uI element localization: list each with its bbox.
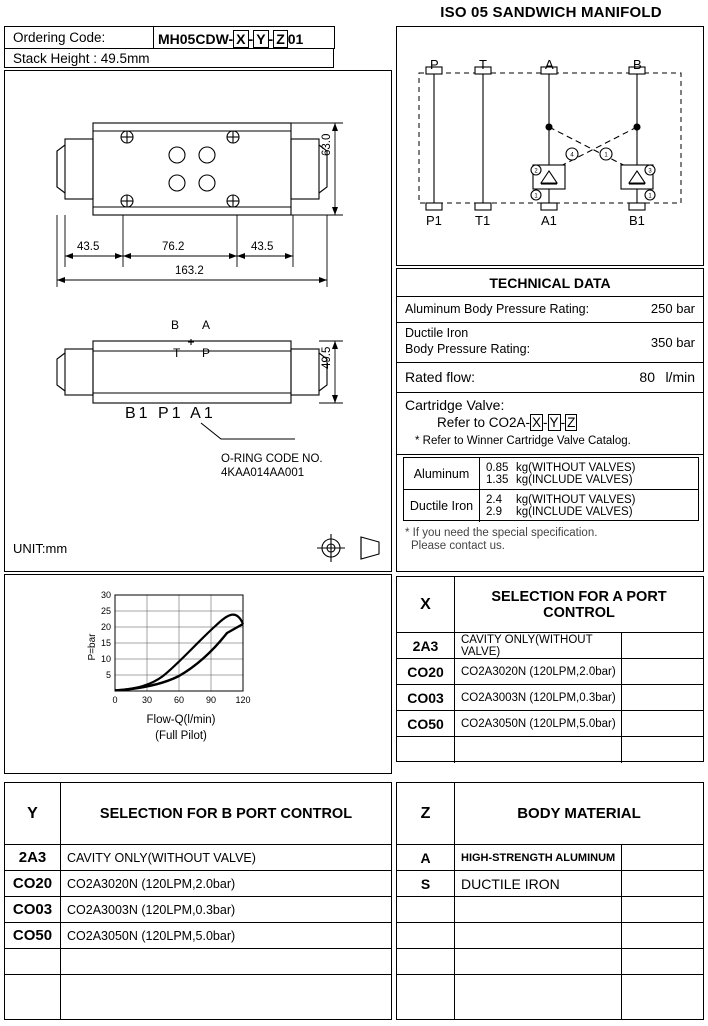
svg-text:60: 60 [173,695,185,705]
tech-value-aluminum-pressure: 250 bar [650,301,695,316]
dimension-drawing [5,71,391,571]
port-label-b: B [171,318,180,332]
svg-text:15: 15 [100,638,111,648]
table-x-row2-extra [621,685,703,710]
technical-data-title: TECHNICAL DATA [397,269,703,297]
svg-text:Flow-Q(l/min): Flow-Q(l/min) [146,714,216,726]
table-z-row2-code [397,897,455,922]
table-y-row5-code [5,975,61,1020]
ordering-code-label: Ordering Code: [13,30,106,45]
tech-row-aluminum-pressure [397,297,703,323]
table-y-row1-code: CO20 [5,871,61,896]
tech-key-rated-flow: Rated flow: [405,369,476,385]
table-z-panel [396,782,704,1020]
table-x-row0-extra [621,633,703,658]
svg-text:1: 1 [604,152,608,159]
ordering-code-row [5,27,335,49]
svg-text:30: 30 [141,695,153,705]
dim-total: 163.2 [175,265,204,277]
tech-row-ductile-pressure [397,323,703,363]
table-z-row0-extra [621,845,703,870]
table-x-row1-desc: CO2A3020N (120LPM,2.0bar) [461,665,616,678]
table-x-row3-desc: CO2A3050N (120LPM,5.0bar) [461,717,616,730]
tech-value-ductile-pressure: 350 bar [650,335,695,350]
dim-stack-height: 49.5 [321,346,333,369]
weight-table [403,457,699,521]
code-suffix: 01 [287,31,304,47]
schematic-port-b: B [633,57,642,72]
table-z-row3-code [397,923,455,948]
svg-text:120: 120 [235,695,251,705]
table-y-row2-code: CO03 [5,897,61,922]
schematic-port-t1: T1 [475,213,491,228]
table-x-row2-code: CO03 [397,685,455,710]
schematic-port-a1: A1 [541,213,557,228]
tech-cartridge-refer: Refer to CO2A- X - Y - Z [437,415,576,430]
table-x-row4-extra [621,737,703,763]
dim-middle: 76.2 [162,241,185,253]
table-row[interactable] [397,975,703,1020]
technical-footnote-line2: Please contact us. [411,540,505,552]
schematic-port-t: T [479,57,487,72]
tech-key-ductile-iron: Ductile Iron [405,326,469,340]
table-z-row1-code: S [397,871,455,896]
tech-value-rated-flow: 80 [639,369,655,385]
tech-row-cartridge-valve [397,393,703,455]
svg-text:5: 5 [105,670,111,680]
table-row[interactable] [397,659,703,685]
svg-text:(Full Pilot): (Full Pilot) [155,730,207,742]
dim-height: 63.0 [321,133,333,156]
technical-data-panel [396,268,704,572]
table-x-row4-code [397,737,455,763]
weight-aluminum-t1: kg(WITHOUT VALVES) [516,461,636,474]
table-z-row4-code [397,949,455,974]
weight-material-aluminum: Aluminum [404,458,480,489]
table-row[interactable] [5,975,391,1020]
weight-ductile-v2: 2.9 [486,506,502,518]
table-y-row2-desc: CO2A3003N (120LPM,0.3bar) [67,902,236,917]
tech-row-rated-flow [397,363,703,393]
table-x-code: X [397,577,455,632]
stack-height-row [5,49,335,69]
schematic-port-a: A [545,57,554,72]
svg-text:0: 0 [112,695,118,705]
table-z-row2-extra [621,897,703,922]
oring-code-line1: O-RING CODE NO. [221,453,323,465]
weight-ductile-v1: 2.4 [486,494,502,506]
svg-text:10: 10 [100,654,111,664]
table-y-row0-desc: CAVITY ONLY(WITHOUT VALVE) [67,850,256,865]
table-row[interactable] [397,633,703,659]
ordering-code-value-box [153,26,335,49]
table-z-row5-code [397,975,455,1020]
first-angle-projection-icon [315,531,385,565]
table-y-row3-code: CO50 [5,923,61,948]
table-z-row2-desc [455,897,621,922]
svg-text:30: 30 [100,590,111,600]
technical-footnote-line1: * If you need the special specification. [405,527,598,539]
svg-text:P=bar: P=bar [87,633,98,661]
flow-pressure-chart-panel [4,574,392,774]
table-row[interactable] [397,711,703,737]
table-y-row4-code [5,949,61,974]
table-x-row4-desc [455,737,621,763]
table-x-row1-extra [621,659,703,684]
page-title: ISO 05 SANDWICH MANIFOLD [440,4,662,21]
tech-cartridge-y: Y [549,415,559,430]
table-y-row3-desc: CO2A3050N (120LPM,5.0bar) [67,928,236,943]
dim-right: 43.5 [251,241,274,253]
code-dash-1: - [248,31,254,47]
schematic-port-p: P [430,57,439,72]
table-row[interactable] [397,871,703,897]
dimension-drawing-panel [4,70,392,572]
table-z-code: Z [397,783,455,844]
svg-text:25: 25 [100,606,111,616]
table-z-row5-desc [455,975,621,1020]
table-x-header [397,577,703,633]
svg-text:20: 20 [100,622,111,632]
svg-text:1: 1 [648,193,652,200]
weight-aluminum-t2: kg(INCLUDE VALVES) [516,473,633,486]
svg-text:4: 4 [570,152,574,159]
table-x-row1-code: CO20 [397,659,455,684]
weight-ductile-t1: kg(WITHOUT VALVES) [516,494,636,506]
schematic-port-b1: B1 [629,213,645,228]
tech-unit-rated-flow: l/min [665,369,695,385]
tech-key-aluminum-pressure: Aluminum Body Pressure Rating: [405,302,590,316]
code-x: X [233,30,248,48]
table-y-panel [4,782,392,1020]
schematic-port-p1: P1 [426,213,442,228]
table-row[interactable] [397,685,703,711]
table-z-row3-extra [621,923,703,948]
table-row[interactable] [5,845,391,871]
table-row[interactable] [397,897,703,923]
table-y-row5-desc [61,975,391,1020]
table-z-row4-desc [455,949,621,974]
table-row[interactable] [5,897,391,923]
table-z-title: BODY MATERIAL [517,805,641,822]
tech-cartridge-note: * Refer to Winner Cartridge Valve Catalog. [415,435,631,447]
code-z: Z [273,30,288,48]
code-y: Y [253,30,268,48]
weight-ductile-t2: kg(INCLUDE VALVES) [516,506,633,518]
table-row[interactable] [397,949,703,975]
port-label-p: P [202,346,211,360]
flow-pressure-chart [5,575,391,773]
table-x-row2-desc: CO2A3003N (120LPM,0.3bar) [461,691,616,704]
table-y-code: Y [5,783,61,844]
table-z-row3-desc [455,923,621,948]
code-dash-2: - [268,31,274,47]
weight-ductile-include [486,506,698,518]
svg-text:1: 1 [534,193,538,200]
table-z-row0-code: A [397,845,455,870]
hydraulic-schematic-panel [396,26,704,266]
table-z-row4-extra [621,949,703,974]
weight-aluminum-v1: 0.85 [486,461,509,474]
svg-text:2: 2 [534,168,538,175]
table-z-row0-desc: HIGH-STRENGTH ALUMINUM [461,851,616,864]
weight-aluminum-without [486,462,698,474]
table-z-row5-extra [621,975,703,1020]
weight-row-aluminum [404,458,698,490]
unit-label: UNIT:mm [13,541,68,556]
tech-key-cartridge-valve: Cartridge Valve: [405,397,505,413]
weight-row-ductile-iron [404,490,698,522]
ordering-code-block [4,26,334,68]
table-row[interactable] [397,923,703,949]
dim-left: 43.5 [77,241,100,253]
svg-text:90: 90 [205,695,217,705]
table-x-panel [396,576,704,762]
tech-cartridge-x: X [532,415,542,430]
table-y-row1-desc: CO2A3020N (120LPM,2.0bar) [67,876,236,891]
weight-ductile-without [486,494,698,506]
table-z-header [397,783,703,845]
weight-aluminum-include [486,474,698,486]
table-y-header [5,783,391,845]
table-z-row1-extra [621,871,703,896]
oring-code-line2: 4KAA014AA001 [221,467,305,479]
table-row[interactable] [5,949,391,975]
table-row[interactable] [397,845,703,871]
table-row[interactable] [5,923,391,949]
tech-cartridge-refer-text: Refer to CO2A- [437,415,531,430]
weight-aluminum-v2: 1.35 [486,473,509,486]
weight-material-ductile-iron: Ductile Iron [404,490,480,522]
code-prefix: MH05CDW- [158,31,234,47]
front-port-labels: B1 P1 A1 [125,405,216,422]
tech-key-ductile-pressure: Body Pressure Rating: [405,342,531,356]
table-z-row1-desc: DUCTILE IRON [461,875,560,892]
table-y-row0-code: 2A3 [5,845,61,870]
table-y-row4-desc [61,949,391,974]
table-x-title: SELECTION FOR A PORT CONTROL [491,588,667,621]
table-x-row0-desc: CAVITY ONLY(WITHOUT VALVE) [461,633,593,658]
stack-height-label: Stack Height : 49.5mm [13,51,150,66]
table-x-row3-extra [621,711,703,736]
svg-text:3: 3 [648,168,652,175]
port-label-a: A [202,318,211,332]
port-label-t: T [173,346,181,360]
table-x-row0-code: 2A3 [397,633,455,658]
technical-footnote [405,527,597,553]
tech-cartridge-z: Z [567,415,576,430]
table-row[interactable] [397,737,703,763]
table-y-title: SELECTION FOR B PORT CONTROL [99,805,353,822]
table-x-row3-code: CO50 [397,711,455,736]
table-row[interactable] [5,871,391,897]
